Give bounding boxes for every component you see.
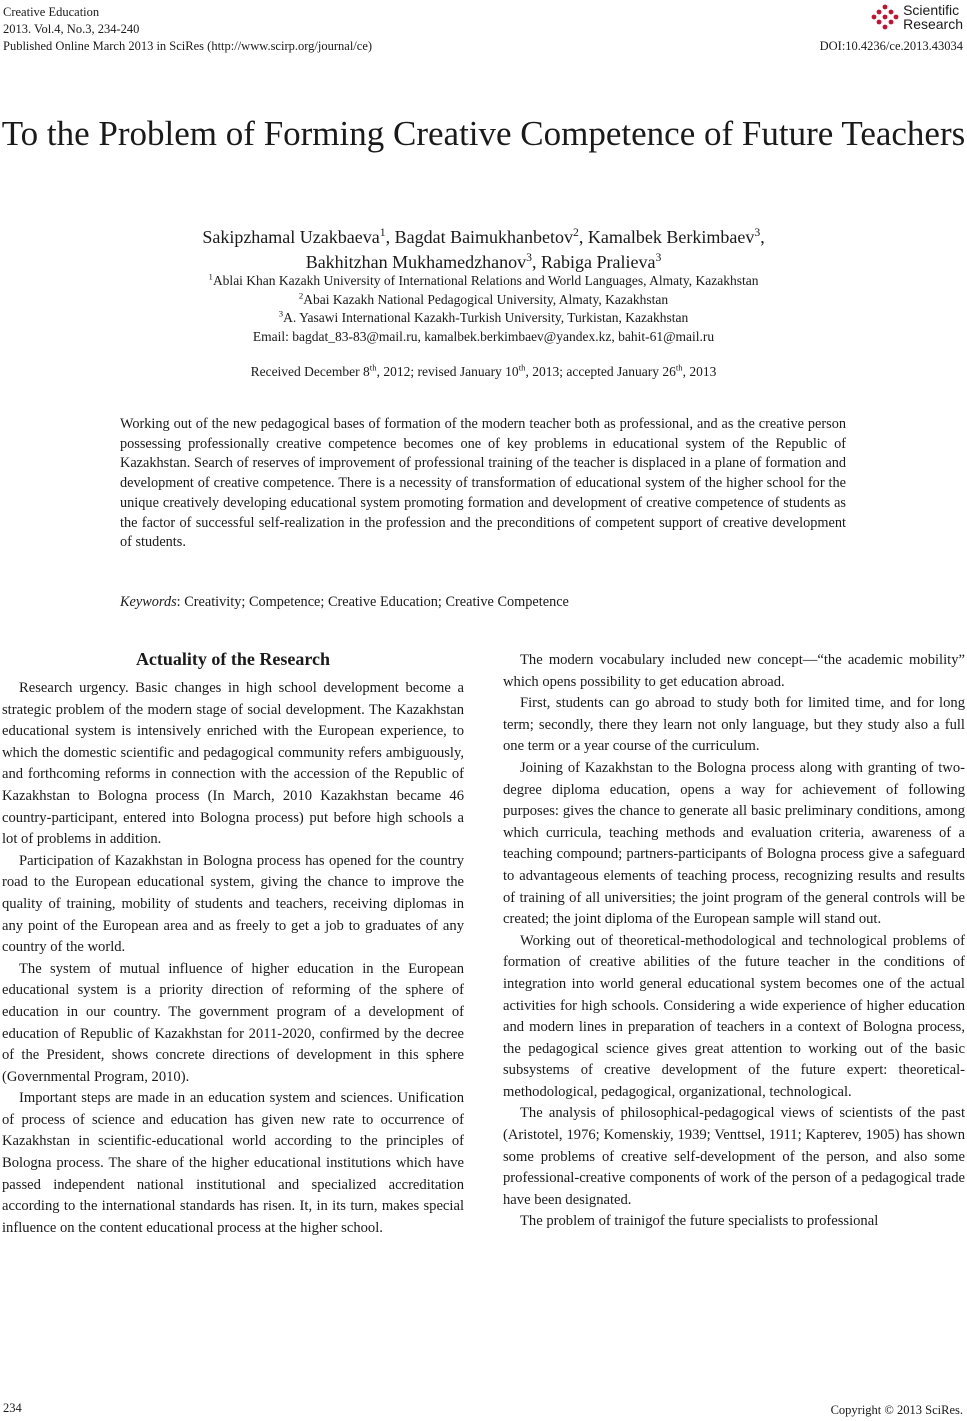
- logo-text-line2: Research: [903, 16, 963, 32]
- author-affiliation-mark: 1: [379, 226, 386, 239]
- doi: DOI:10.4236/ce.2013.43034: [819, 39, 963, 53]
- author-list: [0, 225, 967, 275]
- author-affiliation-mark: 3: [754, 226, 761, 239]
- left-column: [2, 646, 464, 1239]
- author-name: , Bagdat Baimukhanbetov: [385, 227, 574, 247]
- volume-info: 2013. Vol.4, No.3, 234-240: [3, 22, 140, 36]
- body-paragraph: Working out of theoretical-methodological and technological problems of formation of creative abilities of the future teacher in the conditions of integration into world general educational system becomes one of the actual activities for high schools. Considering a wide experience of higher education and modern lines in preparation of teachers in a context of Bologna process, the pedagogical science gives great attention to working out of the basic subsystems of creative development of the future expert: theoretical-methodological, pedagogical, organizational, technological.: [503, 932, 965, 1100]
- author-affiliation-mark: 3: [526, 251, 532, 264]
- body-paragraph: Important steps are made in an education system and sciences. Unification of process of science and education has given new rate to occurrence of Kazakhstan in scientific-educational world according to the principles of Bologna process. The share of the higher educational institutions which have passed independent national institutional and specialized accreditation according to the international standards has risen. It, in its turn, makes special influence on the content educational process at the higher school.: [2, 1090, 464, 1236]
- author-name: Bakhitzhan Mukhamedzhanov: [305, 252, 527, 272]
- journal-name: Creative Education: [3, 5, 100, 19]
- body-paragraph: The modern vocabulary included new concept—“the academic mobility” which opens possibility to get education abroad.: [503, 652, 965, 690]
- right-column: [503, 650, 965, 1233]
- abstract: Working out of the new pedagogical bases of formation of the modern teacher both as professional, and as the creative person possessing professionally creative competence becomes one of key problems in educational system of the Republic of Kazakhstan. Search of reserves of improvement of professional training of the teacher is displaced in a plane of formation and development of creative competence. There is a necessity of transformation of educational system of the higher school for the unique creatively developing educational system promoting formation and development of creative competence of students as the factor of successful self-realization in the profession and the preconditions of competent support of creative development of students.: [120, 416, 846, 551]
- header-right: [820, 0, 963, 54]
- paper-title: To the Problem of Forming Creative Competence of Future Teachers: [1, 114, 966, 153]
- author-affiliation-mark: 2: [573, 226, 579, 239]
- publisher-logo: [820, 0, 963, 34]
- body-paragraph: First, students can go abroad to study both for limited time, and for long term; secondly, there they learn not only language, but they study also a full one term or a year course of the curriculum.: [503, 695, 965, 755]
- copyright: Copyright © 2013 SciRes.: [830, 1403, 963, 1417]
- keywords-label: Keywords: [120, 594, 177, 610]
- received-dates: Received December 8th, 2012; revised January 10th, 2013; accepted January 26th, 2013: [250, 362, 717, 379]
- author-separator: ,: [760, 227, 765, 247]
- body-paragraph: Research urgency. Basic changes in high school development become a strategic problem of the modern stage of social development. The Kazakhstan educational system is intensively enriched with the European experience, to which the domestic scientific and pedagogical community refers ambiguously, and forthcoming reforms in connection with the accession of the Republic of Kazakhstan to Bologna process (In March, 2010 Kazakhstan became 46 country-participant, entered into Bologna process) put before high schools a lot of problems in addition.: [2, 680, 464, 848]
- author-emails: Email: bagdat_83-83@mail.ru, kamalbek.berkimbaev@yandex.kz, bahit-61@mail.ru: [252, 328, 715, 344]
- body-paragraph: Joining of Kazakhstan to the Bologna process along with granting of two-degree diploma education, opens a way for achievement of following purposes: gives the chance to generate all basic preliminary conditions, among which curricula, teaching methods and evaluation criteria, awareness of a teaching compound; partners-participants of Bologna process give a safeguard to advantageous elements of teaching process, recognizing results and results of training of all universities; the joint program of the general controls will be created; the joint diploma of the European sample will stand out.: [503, 759, 965, 928]
- page-number: 234: [3, 1401, 22, 1415]
- section-heading: Actuality of the Research: [135, 649, 331, 669]
- body-paragraph: The problem of trainigof the future specialists to professional: [520, 1213, 879, 1230]
- keywords: [120, 594, 846, 611]
- affiliation: $^1$Ablai Khan Kazakh University of International Relations and World Languages, Almaty, Kazakhstan: [208, 271, 759, 288]
- affiliation: $^2$Abai Kazakh National Pedagogical University, Almaty, Kazakhstan: [298, 290, 669, 307]
- scientific-research-logo-icon: [871, 4, 899, 30]
- affiliation: $^3$A. Yasawi International Kazakh-Turkish University, Turkistan, Kazakhstan: [278, 308, 689, 325]
- author-affiliation-mark: 3: [655, 251, 662, 264]
- author-name: , Kamalbek Berkimbaev: [578, 227, 755, 247]
- publication-info: Published Online March 2013 in SciRes (http://www.scirp.org/journal/ce): [3, 39, 373, 53]
- author-name: , Rabiga Pralieva: [531, 252, 656, 272]
- affiliations: [0, 272, 967, 346]
- author-name: Sakipzhamal Uzakbaeva: [202, 227, 380, 247]
- logo-text-line1: Scientific: [903, 2, 960, 18]
- body-paragraph: The analysis of philosophical-pedagogical views of scientists of the past (Aristotel, 1976; Komenskiy, 1939; Venttsel, 1911; Kapterev, 1905) has shown some problems of creative self-development of the person, and also some professional-creative components of work of the person of a pedagogical trade have been designated.: [503, 1105, 965, 1208]
- running-header: [3, 4, 372, 55]
- body-paragraph: The system of mutual influence of higher education in the European educational system is a priority direction of reforming of the sphere of education in our country. The government program of a development of education of Republic of Kazakhstan for 2011-2020, confirmed by the decree of the President, shows concrete directions of development in this sphere (Governmental Program, 2010).: [2, 960, 464, 1085]
- keywords-text: : Creativity; Competence; Creative Education; Creative Competence: [176, 594, 569, 610]
- body-paragraph: Participation of Kazakhstan in Bologna process has opened for the country road to the European educational system, giving the chance to improve the quality of training, mobility of students and teachers, receiving diplomas in any point of the European area and as freely to get a job to graduates of any country of the world.: [2, 852, 464, 956]
